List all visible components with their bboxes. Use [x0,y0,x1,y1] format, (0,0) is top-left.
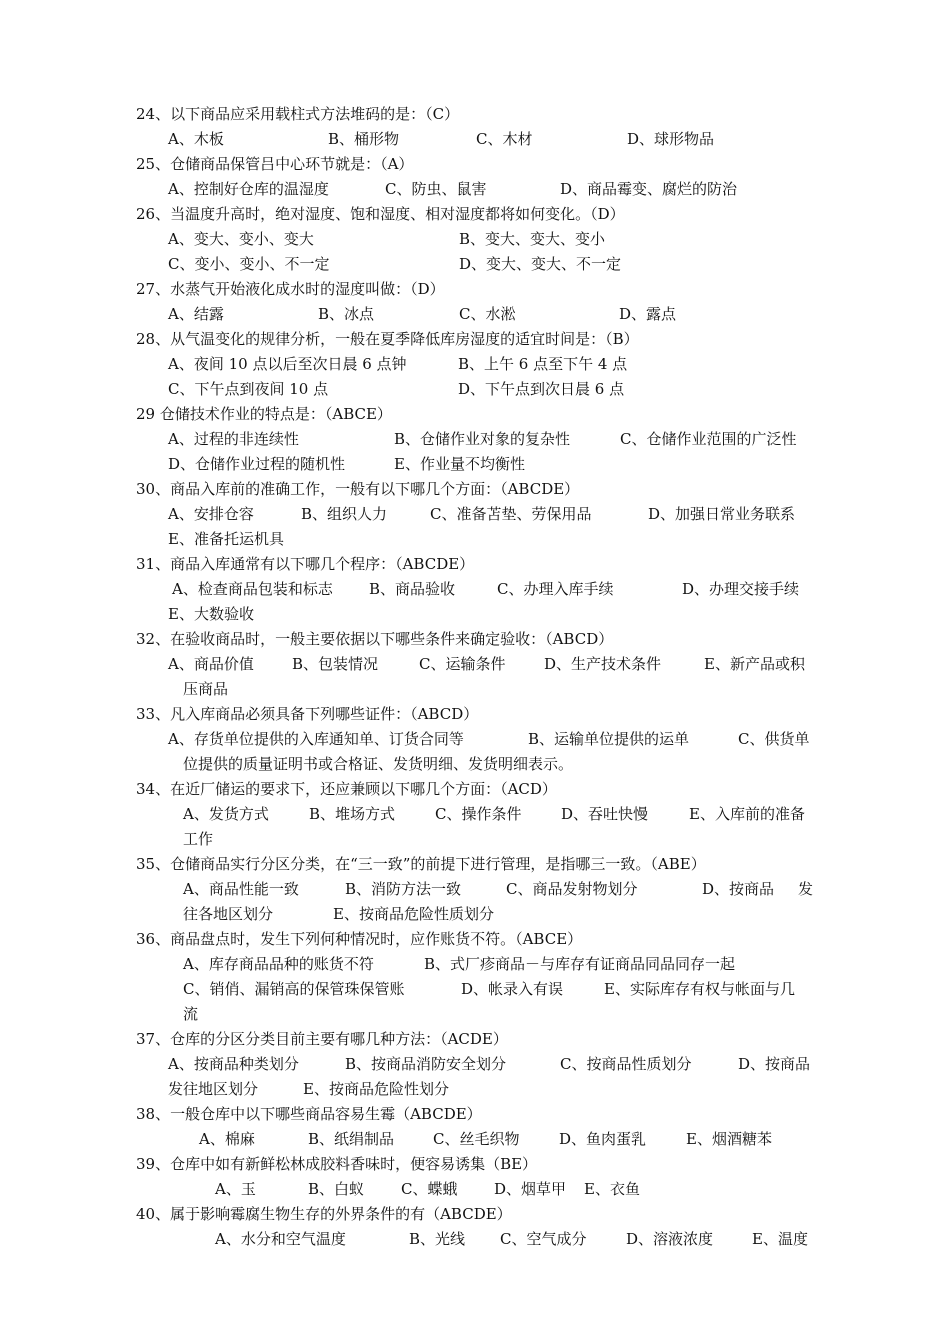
option: B、组织人力 [301,505,388,523]
option: D、办理交接手续 [682,580,800,598]
option: A、变大、变小、变大 [168,230,314,248]
option: A、商品价值 [168,655,254,673]
option: A、水分和空气温度 [215,1230,346,1248]
option: D、帐录入有误 [461,980,564,998]
option: B、仓储作业对象的复杂性 [394,430,571,448]
option: D、球形物品 [627,130,715,148]
option: A、玉 [215,1180,256,1198]
option: D、露点 [619,305,677,323]
option: A、夜间 10 点以后至次日晨 6 点钟 [168,355,407,373]
option: E、衣鱼 [584,1180,640,1198]
option: C、防虫、鼠害 [385,180,487,198]
option: B、运输单位提供的运单 [528,730,690,748]
option-continuation: 发往地区划分 [168,1080,259,1098]
option-continuation: 压商品 [183,680,229,698]
option: D、生产技术条件 [544,655,662,673]
option: 发 [798,880,814,898]
option: A、商品性能一致 [183,880,299,898]
option-continuation: 工作 [183,830,214,848]
option: A、木板 [168,130,224,148]
option: C、运输条件 [419,655,506,673]
option-continuation: 往各地区划分 [183,905,274,923]
option: C、销俏、漏销高的保管珠保管账 [183,980,405,998]
option: D、按商品 [702,880,775,898]
option: B、上午 6 点至下午 4 点 [458,355,628,373]
option: A、棉麻 [199,1130,255,1148]
option: B、白蚁 [308,1180,365,1198]
option: A、控制好仓库的温湿度 [168,180,329,198]
option-continuation: 流 [183,1005,199,1023]
option: A、发货方式 [183,805,269,823]
option: B、桶形物 [328,130,400,148]
option: B、堆场方式 [309,805,396,823]
option: D、加强日常业务联系 [648,505,796,523]
option: A、存货单位提供的入库通知单、订货合同等 [168,730,464,748]
option: E、作业量不均衡性 [394,455,525,473]
option: D、商品霉变、腐烂的防治 [560,180,738,198]
option: C、操作条件 [435,805,522,823]
option: E、大数验收 [168,605,254,623]
option: C、下午点到夜间 10 点 [168,380,329,398]
option: E、按商品危险性质划分 [333,905,494,923]
option: D、仓储作业过程的随机性 [168,455,346,473]
option: A、检查商品包装和标志 [172,580,333,598]
option: B、按商品消防安全划分 [345,1055,507,1073]
option: B、消防方法一致 [345,880,462,898]
option: B、变大、变大、变小 [459,230,606,248]
option: C、木材 [476,130,533,148]
option: E、实际库存有权与帐面与几 [604,980,795,998]
option: D、溶液浓度 [626,1230,714,1248]
option: C、水淞 [459,305,516,323]
option: C、办理入库手续 [497,580,614,598]
option: C、蝶蛾 [401,1180,458,1198]
document-page: 24、以下商品应采用载柱式方法堆码的是：（C） A、木板 B、桶形物 C、木材 D、球形物品 25、仓储商品保管吕中心环节就是：（A） A、控制好仓库的温湿度 C、防虫、鼠害 D、商品霉变、腐烂的防治 26、当温度升高时，绝对湿度、饱和湿度、相对湿度都将如何变化。（D） A、变大、变小、变大 B、变大、变大、变小 C、变小、变小、不一定 D、变大、变大、不一定 27、水蒸气开始液化成水时的湿度叫做：（D） A、结露 B、冰点 C、水淞 D、露点 28、从气温变化的规律分析，一般在夏季降低库房湿度的适宜时间是：（B） A、夜间 10 点以后至次日晨 6 点钟 B、上午 6 点至下午 4 点 C、下午点到夜间 10 点 D、下午点到次日晨 6 点 29 仓储技术作业的特点是：（ABCE） A、过程的非连续性 B、仓储作业对象的复杂性 C、仓储作业范围的广泛性 D、仓储作业过程的随机性 E、作业量不均衡性 30、商品入库前的准确工作，一般有以下哪几个方面：（ABCDE） A、安排仓容 B、组织人力 C、准备苫垫、劳保用品 D、加强日常业务联系 E、准备托运机具 31、商品入库通常有以下哪几个程序：（ABCDE） A、检查商品包装和标志 B、商品验收 C、办理入库手续 D、办理交接手续 E、大数验收 32、在验收商品时，一般主要依据以下哪些条件来确定验收：（ABCD） A、商品价值 B、包装情况 C、运输条件 D、生产技术条件 E、新产品或积 压商品 33、凡入库商品必须具备下列哪些证件：（ABCD） A、存货单位提供的入库通知单、订货合同等 B、运输单位提供的运单 C、供货单 位提供的质量证明书或合格证、发货明细、发货明细表示。 34、在近厂储运的要求下，还应兼顾以下哪几个方面：（ACD） A、发货方式 B、堆场方式 C、操作条件 D、吞吐快慢 E、入库前的准备 工作 35、仓储商品实行分区分类，在“三一致”的前提下进行管理，是指哪三一致。（ABE） A、商品性能一致 B、消防方法一致 C、商品发射物划分 D、按商品 发 往各地区划分 E、按商品危险性质划分 36、商品盘点时，发生下列何种情况时，应作账货不符。（ABCE） A、库存商品品种的账货不符 B、式厂疹商品－与库存有证商品同品同存一起 C、销俏、漏销高的保管珠保管账 D、帐录入有误 E、实际库存有权与帐面与几 流 37、仓库的分区分类目前主要有哪几种方法：（ACDE） A、按商品种类划分 B、按商品消防安全划分 C、按商品性质划分 D、按商品 发往地区划分 E、按商品危险性划分 38、一般仓库中以下哪些商品容易生霉（ABCDE） A、棉麻 B、纸绢制品 C、丝毛织物 D、鱼肉蛋乳 E、烟酒糖苯 39、仓库中如有新鲜松林成胶料香味时，便容易诱集（BE） A、玉 B、白蚁 C、蝶蛾 D、烟草甲 E、衣鱼 40、属于影响霉腐生物生存的外界条件的有（ABCDE） A、水分和空气温度 B、光线 C、空气成分 D、溶液浓度 E、温度 [136,105,814,1248]
option: D、烟草甲 [494,1180,567,1198]
option: D、鱼肉蛋乳 [559,1130,647,1148]
option: E、温度 [752,1230,808,1248]
option: C、准备苫垫、劳保用品 [430,505,592,523]
option: D、变大、变大、不一定 [459,255,622,273]
option: B、包装情况 [292,655,379,673]
option: C、仓储作业范围的广泛性 [620,430,797,448]
option: E、按商品危险性划分 [303,1080,449,1098]
option: B、式厂疹商品－与库存有证商品同品同存一起 [424,955,736,973]
option: D、吞吐快慢 [561,805,649,823]
option: B、纸绢制品 [308,1130,395,1148]
option: A、库存商品品种的账货不符 [183,955,374,973]
option: A、安排仓容 [168,505,254,523]
option: B、冰点 [318,305,375,323]
option: C、供货单 [738,730,810,748]
option: E、准备托运机具 [168,530,284,548]
option: C、按商品性质划分 [560,1055,692,1073]
option: B、商品验收 [369,580,456,598]
option: C、丝毛织物 [433,1130,520,1148]
option: E、入库前的准备 [689,805,805,823]
option: A、结露 [168,305,224,323]
option: D、下午点到次日晨 6 点 [458,380,625,398]
option: D、按商品 [738,1055,811,1073]
option: C、变小、变小、不一定 [168,255,330,273]
option: E、烟酒糖苯 [686,1130,772,1148]
option-continuation: 位提供的质量证明书或合格证、发货明细、发货明细表示。 [183,755,574,773]
option: C、空气成分 [500,1230,587,1248]
option: B、光线 [409,1230,466,1248]
option: C、商品发射物划分 [506,880,638,898]
option: A、过程的非连续性 [168,430,299,448]
option: A、按商品种类划分 [168,1055,299,1073]
option: E、新产品或积 [704,655,805,673]
